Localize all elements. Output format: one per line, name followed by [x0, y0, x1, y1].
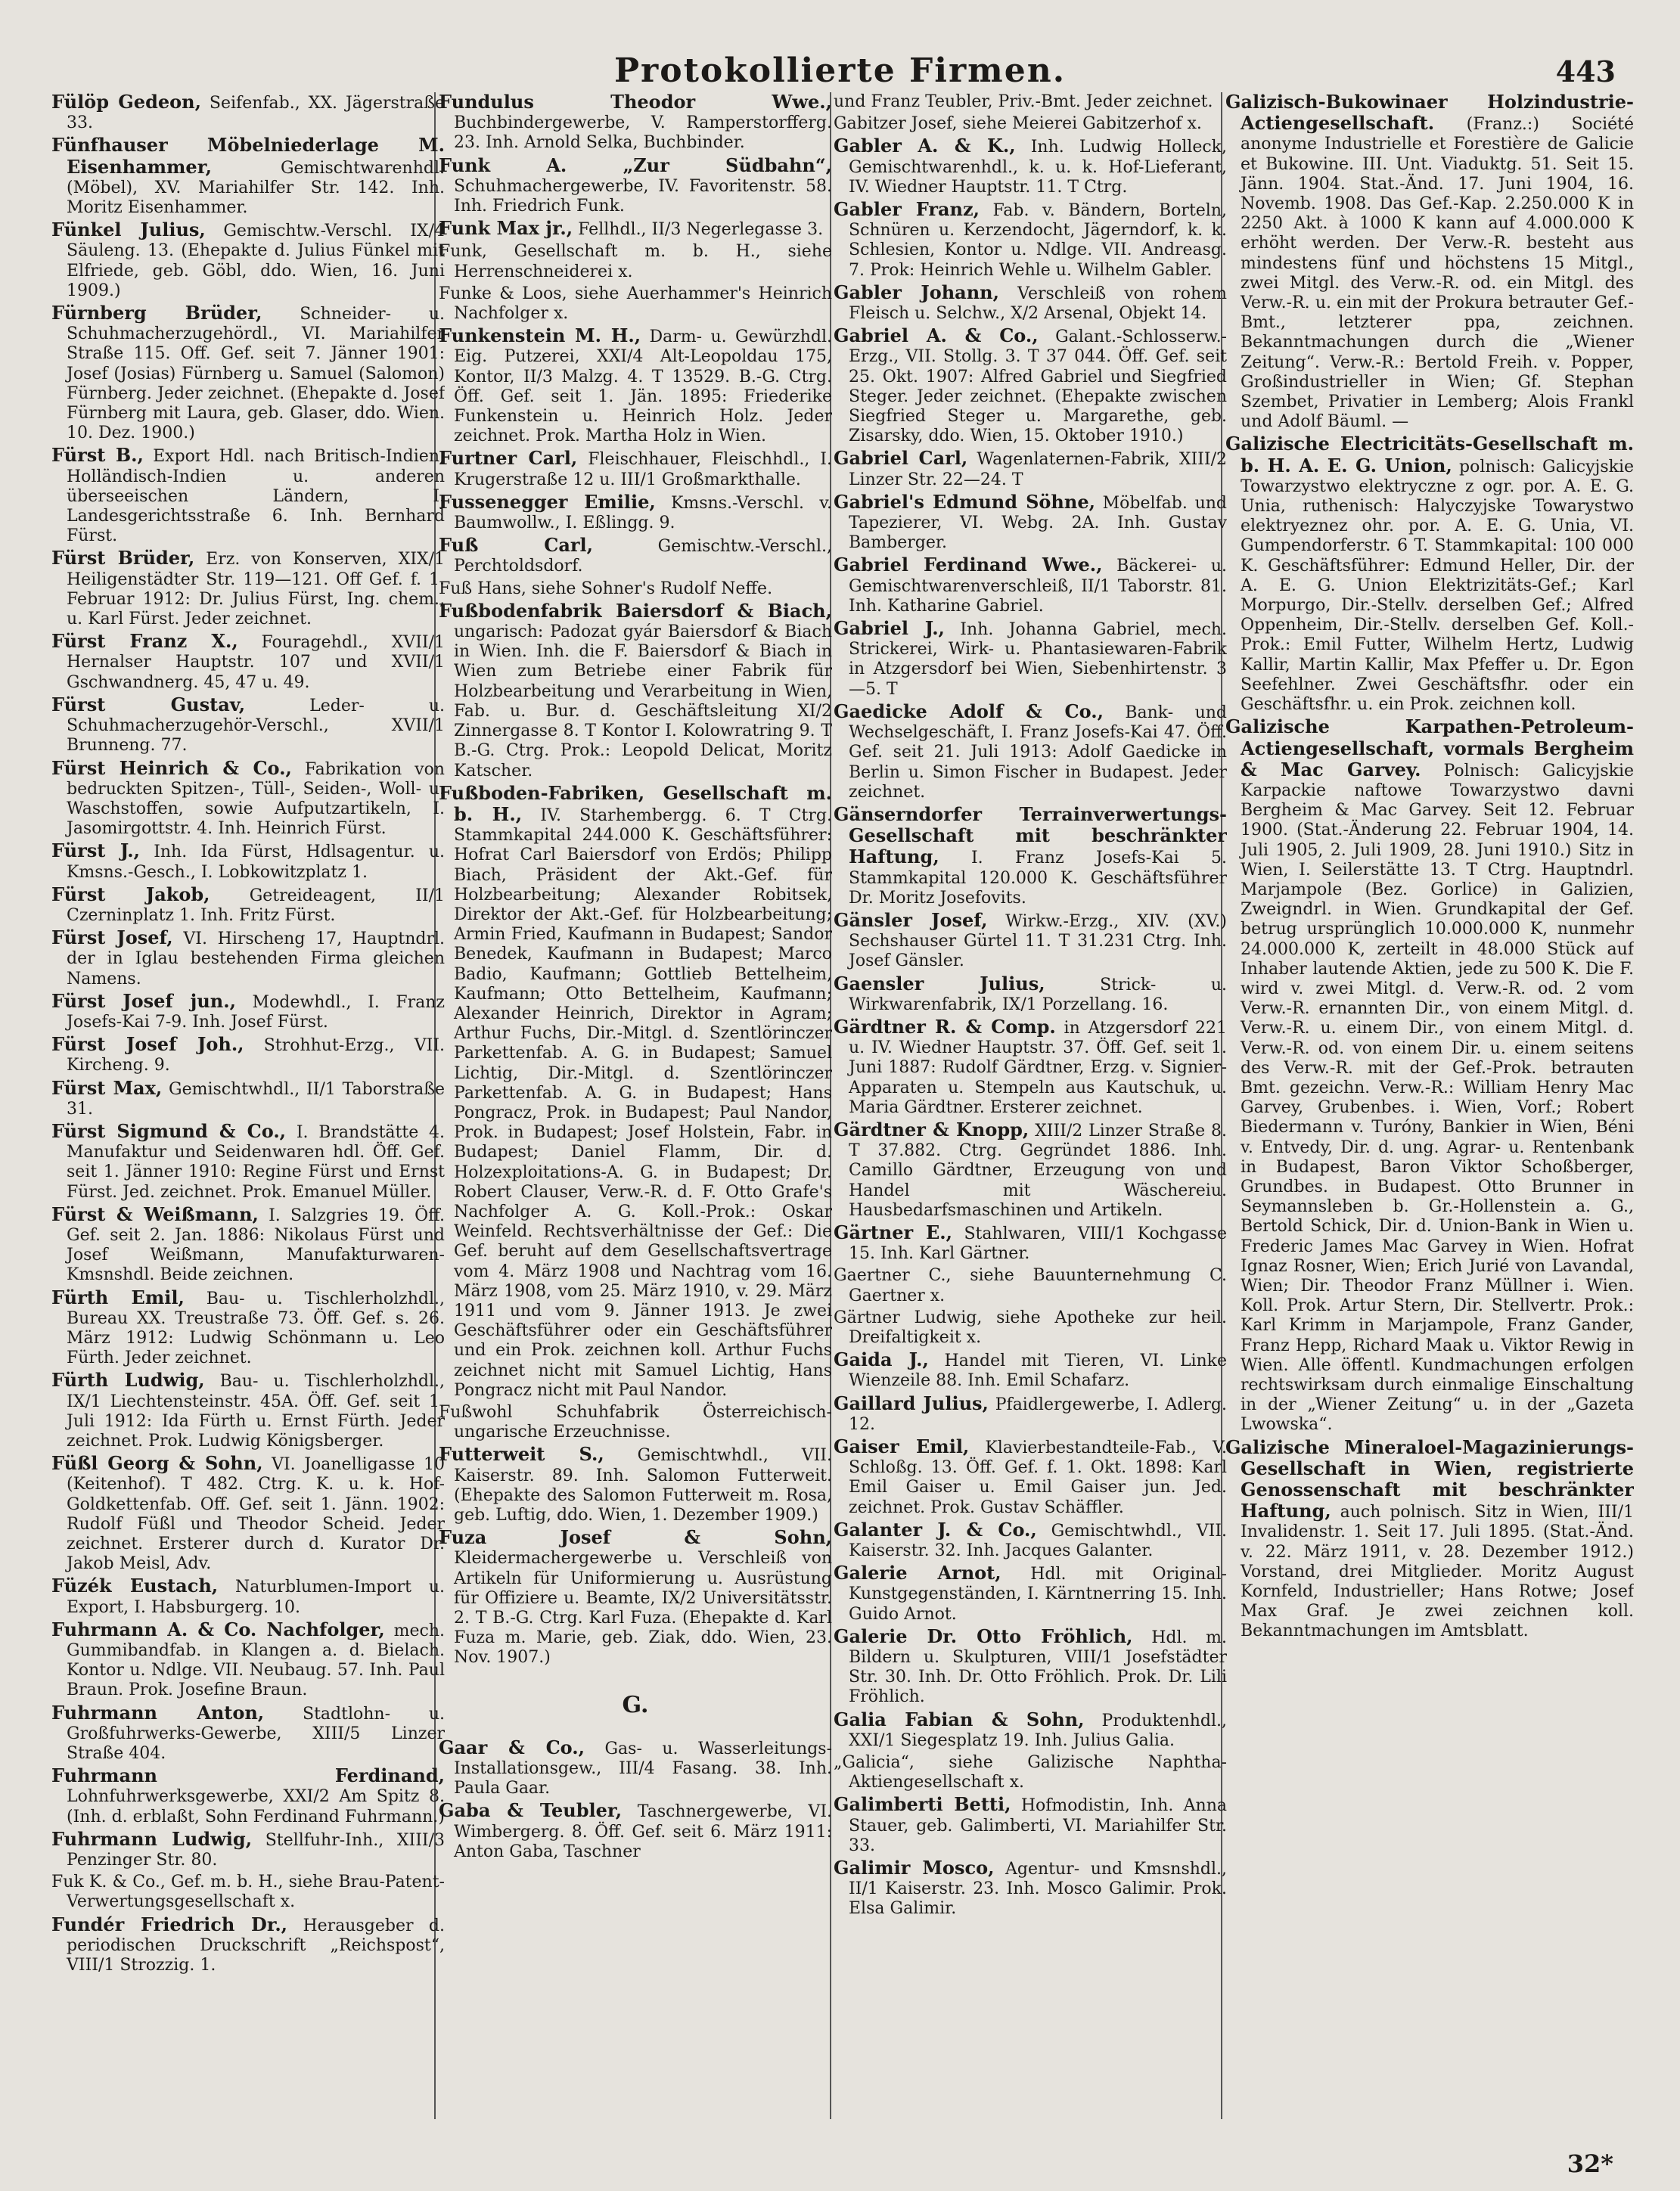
- firm-name: Fuza Josef & Sohn,: [439, 1526, 832, 1549]
- firm-entry: [51, 1119, 445, 1203]
- firm-details: Hdl. mit Original-Kunstgegenständen, I. Kärntnerring 15. Inh. Guido Arnot.: [849, 1565, 1227, 1624]
- firm-details: Möbelfab. und Tapezierer, VI. Webg. 2A. Inh. Gustav Bamberger.: [849, 493, 1227, 553]
- firm-entry: [439, 92, 832, 154]
- firm-details: Polnisch: Galicyjskie Karpackie naftowe Towarzystwo davni Bergheim & Mac Garvey. Seit 12. Februar 1900. (Stat.-Änderung 22. Februar 1904, 14. Juli 1905, 2. Juli 1909, 28. Juni 1910.) Sitz in Wien, I. Seilerstätte 13. T Ctrg. Hauptndrl. Marjampole (Bez. Gorlice) in Galizien, Zweigndrl. in Wien. Grundkapital der Gef. betrug ursprünglich 10.000.000 K, nunmehr 24.000.000 K, zerteilt in 48.000 Stück auf Inhaber lautende Aktien, jede zu 500 K. Die F. wird v. zwei Mitgl. d. Verw.-R. od. 2 vom Verw.-R. ernannten Dir., von einem Mitgl. d. Verw.-R. u. einem Dir., von einem Mitgl. d. Verw.-R. od. von einem Dir. u. einem seitens des Verw.-R. mit der Gef.-Prok. betrauten Bmt. gezeichn. Verw.-R.: William Henry Mac Garvey, Grubenbes. i. Wien, Vorf.; Robert Biedermann v. Turóny, Bankier in Wien, Béni v. Entvedy, Dir. d. ung. Agrar- u. Rentenbank in Budapest, Baron Viktor Schoßberger, Grundbes. in Budapest. Otto Brunner in Seymannsleben b. Gr.-Hollenstein a. G., Bertold Schick, Dir. d. Union-Bank in Wien u. Frederic James Mac Garvey in Wien. Hofrat Ignaz Rosner, Wien; Erich Jurié von Lavandal, Wien; Dir. Theodor Franz Müllner i. Wien. Koll. Prok. Artur Stern, Dir. Stellvertr. Prok.: Karl Krimm in Marjampole, Franz Gander, Franz Hepp, Richard Maak u. Viktor Rewig in Wien. Alle öffentl. Kundmachungen erfolgen rechtswirksam durch einmalige Einschaltung in der „Wiener Zeitung“ u. in der „Gazeta Lwowska“.: [1241, 761, 1634, 1435]
- firm-details: Bank- und Wechselgeschäft, I. Franz Josefs-Kai 47. Öff. Gef. seit 21. Juli 1913: Adolf Gaedicke in Berlin u. Simon Fischer in Budapest. Jeder zeichnet.: [849, 703, 1227, 802]
- firm-entry: [439, 1738, 832, 1799]
- firm-details: Wagenlaternen-Fabrik, XIII/2 Linzer Str. 22—24. T: [849, 450, 1227, 489]
- firm-details: Wirkw.-Erzg., XIV. (XV.) Sechshauser Gürtel 11. T 31.231 Ctrg. Inh. Josef Gänsler.: [849, 911, 1227, 971]
- firm-entry: [51, 1078, 445, 1119]
- firm-details: Leder- u. Schuhmacherzugehör-Verschl., XVII/1 Brunneng. 77.: [67, 696, 445, 756]
- firm-details: Getreideagent, II/1 Czerninplatz 1. Inh. Fritz Fürst.: [67, 886, 445, 925]
- firm-details: Gemischtwarenhdl. (Möbel), XV. Mariahilfer Str. 142. Inh. Moritz Eisenhammer.: [67, 158, 445, 218]
- firm-details: Fabrikation von bedruckten Spitzen-, Tüll-, Seiden-, Woll- u. Waschstoffen, sowie Aufputzartikeln, I. Jasomirgottstr. 4. Inh. Heinrich Fürst.: [67, 759, 445, 839]
- firm-entry: [51, 632, 445, 693]
- firm-details: Stahlwaren, VIII/1 Kochgasse 15. Inh. Karl Gärtner.: [849, 1224, 1227, 1264]
- page-header: [0, 51, 1680, 97]
- firm-entry: [51, 695, 445, 756]
- firm-details: „Galicia“, siehe Galizische Naphtha-Aktiengesellschaft x.: [834, 1753, 1227, 1792]
- firm-name: Fürst Max,: [51, 1076, 163, 1099]
- firm-details: Gemischtw.-Verschl. IX/4 Säuleng. 13. (Ehepakte d. Julius Fünkel mit Elfriede, geb. Göbl, ddo. Wien, 16. Juni 1909.): [67, 222, 445, 300]
- firm-details: Schneider- u. Schuhmacherzugehördl., VI. Mariahilfer Straße 115. Off. Gef. seit 7. Jänner 1901: Josef (Josias) Fürnberg u. Samuel (Salomon) Fürnberg. Jeder zeichnet. (Ehepakte d. Josef Fürnberg mit Laura, geb. Glaser, ddo. Wien. 10. Dez. 1900.): [67, 305, 445, 443]
- firm-entry: [834, 1120, 1227, 1221]
- firm-name: Galerie Arnot,: [834, 1562, 1001, 1584]
- firm-entry: [834, 1394, 1227, 1435]
- firm-details: Fouragehdl., XVII/1 Hernalser Hauptstr. 107 und XVII/1 Gschwandnerg. 45, 47 u. 49.: [67, 633, 445, 692]
- firm-name: Fußbodenfabrik Baiersdorf & Biach,: [439, 599, 832, 622]
- firm-entry: [51, 1620, 445, 1701]
- page-number: 443: [1555, 54, 1616, 88]
- firm-entry: [834, 555, 1227, 616]
- firm-details: ungarisch: Padozat gyár Baiersdorf & Biach in Wien. Inh. die F. Baiersdorf & Biach in Wien zum Betriebe einer Fabrik für Holzbearbeitung und Verarbeitung in Wien, Fab. u. Bur. d. Geschäftsleitung XI/2 Zinnergasse 8. T Kontor I. Kolowratring 9. T B.-G. Ctrg. Prok.: Leopold Delicat, Moritz Katscher.: [454, 622, 832, 781]
- firm-details: Buchbindergewerbe, V. Ramperstorfferg. 23. Inh. Arnold Selka, Buchbinder.: [454, 113, 832, 153]
- firm-name: Fürth Emil,: [51, 1286, 185, 1308]
- firm-details: Fuk K. & Co., Gef. m. b. H., siehe Brau-Patent-Verwertungsgesellschaft x.: [51, 1873, 445, 1912]
- firm-details: Gaertner C., siehe Bauunternehmung C. Gaertner x.: [834, 1266, 1227, 1305]
- firm-name: Galia Fabian & Sohn,: [834, 1708, 1085, 1730]
- firm-details: Fab. v. Bändern, Borteln, Schnüren u. Kerzendocht, Jägerndorf, k. k. Schlesien, Kontor u. Ndlge. VII. Andreasg. 7. Prok: Heinrich Wehle u. Wilhelm Gabler.: [849, 201, 1227, 280]
- firm-details: Agentur- und Kmsnshdl., II/1 Kaiserstr. 23. Inh. Mosco Galimir. Prok. Elsa Galimir.: [849, 1860, 1227, 1919]
- firm-name: Fundér Friedrich Dr.,: [51, 1913, 288, 1935]
- firm-name: Gabler Franz,: [834, 198, 980, 221]
- firm-name: Galimberti Betti,: [834, 1793, 1011, 1816]
- firm-details: Fußwohl Schuhfabrik Österreichisch-ungarische Erzeuchnisse.: [439, 1403, 832, 1442]
- firm-details: Funke & Loos, siehe Auerhammer's Heinrich Nachfolger x.: [439, 284, 832, 324]
- firm-details: Klavierbestandteile-Fab., V. Schloßg. 13. Öff. Gef. f. 1. Okt. 1898: Karl Emil Gaiser u. Emil Gaiser jun. Jed. zeichnet. Prok. Gustav Schäffler.: [849, 1438, 1227, 1517]
- firm-details: Fuß Hans, siehe Sohner's Rudolf Neffe.: [439, 579, 773, 598]
- firm-entry: [1225, 92, 1634, 432]
- firm-name: Gaba & Teubler,: [439, 1799, 623, 1822]
- firm-details: I. Franz Josefs-Kai 5. Stammkapital 120.000 K. Geschäftsführer Dr. Moritz Josefovits.: [849, 849, 1227, 908]
- firm-entry: [51, 445, 445, 546]
- firm-name: Fuhrmann Ferdinand,: [51, 1764, 445, 1787]
- firm-details: Inh. Ida Fürst, Hdlsagentur. u. Kmsns.-Gesch., I. Lobkowitzplatz 1.: [67, 843, 445, 882]
- firm-entry: [439, 284, 832, 324]
- firm-entry: [51, 1576, 445, 1617]
- firm-entry: [51, 1035, 445, 1075]
- firm-entry: [51, 92, 445, 133]
- firm-details: Stellfuhr-Inh., XIII/3 Penzinger Str. 80.: [67, 1830, 445, 1870]
- firm-name: Gabler Johann,: [834, 281, 999, 303]
- firm-details: Fleischhauer, Fleischhdl., I. Krugerstraße 12 u. III/1 Großmarkthalle.: [454, 450, 832, 489]
- firm-entry: [51, 885, 445, 926]
- firm-entry: [51, 1766, 445, 1827]
- firm-entry: [51, 1703, 445, 1764]
- firm-details: Stadtlohn- u. Großfuhrwerks-Gewerbe, XIII/5 Linzer Straße 404.: [67, 1704, 445, 1764]
- firm-details: Erz. von Konserven, XIX/1 Heiligenstädter Str. 119—121. Off Gef. f. 1. Februar 1912: Dr. Julius Fürst, Ing. chem., u. Karl Fürst. Jeder zeichnet.: [67, 550, 445, 629]
- firm-entry: [51, 1454, 445, 1574]
- firm-entry: [834, 326, 1227, 446]
- firm-details: XIII/2 Linzer Straße 8. T 37.882. Ctrg. Gegründet 1886. Inh. Camillo Gärdtner, Erzeugung von und Handel mit Wäschereiu. Hausbedarfsmaschinen und Artikeln.: [849, 1121, 1227, 1220]
- firm-entry: [834, 1627, 1227, 1708]
- firm-details: Strick- u. Wirkwarenfabrik, IX/1 Porzellang. 16.: [849, 975, 1227, 1014]
- firm-name: Galerie Dr. Otto Fröhlich,: [834, 1625, 1133, 1647]
- firm-name: Fürst Franz X.,: [51, 630, 238, 653]
- firm-name: Gabriel Carl,: [834, 447, 968, 470]
- firm-entry: [834, 448, 1227, 489]
- firm-entry: [51, 1288, 445, 1369]
- firm-name: Gaillard Julius,: [834, 1392, 989, 1414]
- firm-name: Fürst Josef jun.,: [51, 989, 236, 1012]
- firm-name: Fürst Brüder,: [51, 547, 195, 569]
- firm-name: Galanter J. & Co.,: [834, 1518, 1037, 1541]
- firm-name: Galizische Karpathen-Petroleum-Actiengesellschaft, vormals Bergheim & Mac Garvey.: [1225, 715, 1634, 781]
- firm-name: Fußboden-Fabriken, Gesellschaft m. b. H.,: [439, 781, 832, 825]
- firm-name: Gärdtner & Knopp,: [834, 1118, 1029, 1140]
- firm-name: Fürst Gustav,: [51, 693, 246, 715]
- firm-details: in Atzgersdorf 221 u. IV. Wiedner Hauptstr. 37. Öff. Gef. seit 1. Juni 1887: Rudolf Gärdtner, Erzg. v. Signier-Apparaten u. Stempeln aus Kautschuk, u. Maria Gärdtner. Ersterer zeichnet.: [849, 1018, 1227, 1117]
- firm-name: Gänsler Josef,: [834, 908, 988, 931]
- firm-name: Fuß Carl,: [439, 534, 594, 557]
- firm-entry: [51, 220, 445, 301]
- firm-details: VI. Hirscheng 17, Hauptndrl. der in Iglau bestehenden Firma gleichen Namens.: [67, 929, 445, 988]
- firm-name: Gärtner E.,: [834, 1221, 952, 1243]
- firm-entry: [439, 242, 832, 281]
- firm-entry: [834, 283, 1227, 324]
- firm-details: Handel mit Tieren, VI. Linke Wienzeile 88. Inh. Emil Schafarz.: [849, 1352, 1227, 1391]
- firm-details: I. Salzgries 19. Öff. Gef. seit 2. Jan. 1886: Nikolaus Fürst und Josef Weißmann, Manufakturwaren-Kmsnshdl. Beide zeichnen.: [67, 1206, 445, 1285]
- firm-entry: [834, 136, 1227, 197]
- firm-details: VI. Joanelligasse 10 (Keitenhof). T 482. Ctrg. K. u. k. Hof-Goldkettenfab. Off. Gef. seit 1. Jänn. 1902: Rudolf Füßl und Theodor Scheid. Jeder zeichnet. Ersterer durch d. Kurator Dr. Jakob Meisl, Adv.: [67, 1455, 445, 1574]
- firm-name: Gaiser Emil,: [834, 1435, 970, 1457]
- firm-name: Fussenegger Emilie,: [439, 490, 656, 513]
- firm-entry: [51, 989, 445, 1032]
- firm-entry: [834, 1520, 1227, 1561]
- firm-name: Fünfhauser Möbelniederlage M. Eisenhammer,: [51, 134, 445, 178]
- firm-details: Bau- u. Tischlerholzhdl., IX/1 Liechtensteinstr. 45A. Öff. Gef. seit 1. Juli 1912: Ida Fürth u. Ernst Fürth. Jeder zeichnet. Prok. Ludwig Königsberger.: [67, 1372, 445, 1451]
- running-title: Protokollierte Firmen.: [613, 51, 1067, 90]
- firm-name: Gabriel A. & Co.,: [834, 324, 1039, 347]
- firm-name: Fünkel Julius,: [51, 219, 206, 241]
- firm-details: Modewhdl., I. Franz Josefs-Kai 7-9. Inh. Josef Fürst.: [67, 992, 445, 1032]
- firm-entry: [834, 1753, 1227, 1792]
- firm-entry: [439, 448, 832, 489]
- firm-name: Fürst B.,: [51, 444, 144, 467]
- firm-entry: [51, 548, 445, 629]
- firm-details: IV. Starhembergg. 6. T Ctrg. Stammkapital 244.000 K. Geschäftsführer: Hofrat Carl Baiersdorf von Erdös; Philipp Biach, Präsident der Akt.-Gef. für Holzbearbeitung; Alexander Robitsek, Direktor der Akt.-Gef. für Holzbearbeitung; Armin Fried, Kaufmann in Budapest; Sandor Benedek, Kaufmann in Budapest; Marco Badio, Kaufmann; Gottlieb Bettelheim, Kaufmann; Otto Bettelheim, Kaufmann; Alexander Heinrich, Direktor in Agram; Arthur Fuchs, Dir.-Mitgl. d. Szentlörinczer Parkettenfab. A. G. in Budapest; Samuel Lichtig, Dir.-Mitgl. d. Szentlörinczer Parkettenfab. A. G. in Budapest; Hans Pongracz, Prok. in Budapest; Paul Nandor, Prok. in Budapest; Josef Holstein, Fabr. in Budapest; Daniel Flamm, Dir. d. Holzexploitations-A. G. in Budapest; Dr. Robert Clauser, Verw.-R. d. F. Otto Grafe's Nachfolger A. G. Koll.-Prok.: Oskar Weinfeld. Rechtsverhältnisse der Gef.: Die Gef. beruht auf dem Gesellschaftsvertrage vom 4. März 1908 und Nachtrag vom 16. März 1908, vom 25. März 1910, v. 29. März 1911 und vom 9. Jänner 1913. Je zwei Geschäftsführer oder ein Geschäftsführer und ein Prok. zeichnen koll. Arthur Fuchs zeichnet nicht mit Samuel Lichtig, Hans Pongracz nicht mit Paul Nandor.: [454, 805, 832, 1400]
- firm-name: Fürst Jakob,: [51, 883, 210, 905]
- firm-entry: [1225, 434, 1634, 715]
- firm-name: Fülöp Gedeon,: [51, 92, 201, 113]
- firm-details: Darm- u. Gewürzhdl. Eig. Putzerei, XXI/4 Alt-Leopoldau 175, Kontor, II/3 Malzg. 4. T 13529. B.-G. Ctrg. Öff. Gef. seit 1. Jän. 1895: Friederike Funkenstein u. Heinrich Holz. Jeder zeichnet. Prok. Martha Holz in Wien.: [454, 327, 832, 446]
- firm-entry: [51, 928, 445, 989]
- firm-entry: [439, 492, 832, 533]
- firm-details: Hdl. m. Bildern u. Skulpturen, VIII/1 Josefstädter Str. 30. Inh. Dr. Otto Fröhlich. Prok. Dr. Lili Fröhlich.: [849, 1628, 1227, 1707]
- firm-entry: [439, 535, 832, 576]
- firm-name: Funk A. „Zur Südbahn“,: [439, 154, 832, 176]
- firm-entry: [834, 114, 1227, 134]
- firm-details: Gabitzer Josef, siehe Meierei Gabitzerhof x.: [834, 114, 1202, 134]
- firm-details: Gemischtwhdl., VII. Kaiserstr. 89. Inh. Salomon Futterweit. (Ehepakte des Salomon Futterweit m. Rosa, geb. Luftig, ddo. Wien, 1. Dezember 1909.): [454, 1446, 832, 1525]
- firm-entry: [834, 702, 1227, 802]
- firm-details: Herausgeber d. periodischen Druckschrift „Reichspost“, VIII/1 Strozzig. 1.: [67, 1916, 445, 1975]
- firm-entry: [439, 156, 832, 217]
- firm-entry: [834, 492, 1227, 554]
- firm-name: Fürst Josef,: [51, 926, 173, 949]
- firm-entry: [439, 1528, 832, 1668]
- firm-details: (Franz.:) Société anonyme Industrielle et Forestière de Galicie et Bukowine. III. Unt. Viaduktg. 51. Seit 15. Jänn. 1904. Stat.-Änd. 17. Juni 1904, 16. Novemb. 1908. Das Gef.-Kap. 2.250.000 K in 2250 Akt. à 1000 K kann auf 4.000.000 K erhöht werden. Der Verw.-R. besteht aus mindestens fünf und höchstens 15 Mitgl., zwei Mitgl. des Verw.-R. od. ein Mitgl. des Verw.-R. u. ein mit der Prokura betrauter Gef.-Bmt., letzterer ppa, zeichnen. Bekanntmachungen durch die „Wiener Zeitung“. Verw.-R.: Bertold Freih. v. Popper, Großindustrieller in Wien; Gf. Stephan Szembet, Privatier in Lemberg; Alois Frankl und Adolf Bäuml. —: [1241, 115, 1634, 432]
- firm-entry: [834, 1563, 1227, 1625]
- firm-name: Gaida J.,: [834, 1348, 929, 1371]
- firm-details: I. Brandstätte 4. Manufaktur und Seidenwaren hdl. Öff. Gef. seit 1. Jänner 1910: Regine Fürst und Ernst Fürst. Jed. zeichnet. Prok. Emanuel Müller.: [67, 1122, 445, 1202]
- firm-entry: [439, 326, 832, 446]
- firm-entry: [834, 974, 1227, 1015]
- firm-entry: [834, 1858, 1227, 1919]
- firm-entry: [439, 601, 832, 781]
- firm-entry: [1225, 717, 1634, 1435]
- firm-entry: [51, 1370, 445, 1451]
- firm-entry: [439, 781, 832, 1401]
- firm-entry: [51, 1915, 445, 1976]
- firm-name: Fürth Ludwig,: [51, 1369, 205, 1392]
- firm-details: Seifenfab., XX. Jägerstraße 33.: [67, 94, 445, 133]
- firm-details: Fellhdl., II/3 Negerlegasse 3.: [578, 220, 824, 240]
- firm-name: Furtner Carl,: [439, 447, 578, 470]
- firm-name: Funk Max jr.,: [439, 217, 573, 240]
- firm-details: Naturblumen-Import u. Export, I. Habsburgerg. 10.: [67, 1578, 445, 1617]
- firm-name: Gärdtner R. & Comp.: [834, 1015, 1056, 1038]
- firm-name: Füzék Eustach,: [51, 1575, 219, 1597]
- firm-entry: [834, 1223, 1227, 1264]
- firm-details: auch polnisch. Sitz in Wien, III/1 Invalidenstr. 1. Seit 17. Juli 1895. (Stat.-Änd. v. 22. März 1911, v. 28. Dezember 1912.) Vorstand, drei Mitglieder. Moritz August Kornfeld, Industrieller; Hans Rotwe; Josef Max Graf. Je zwei zeichnen koll. Bekanntmachungen im Amtsblatt.: [1241, 1503, 1634, 1641]
- firm-details: Funk, Gesellschaft m. b. H., siehe Herrenschneiderei x.: [439, 242, 832, 281]
- column-4: [1225, 92, 1634, 2127]
- firm-details: Bäckerei- u. Gemischtwarenverschleiß, II/1 Taborstr. 81. Inh. Katharine Gabriel.: [849, 557, 1227, 616]
- firm-details: polnisch: Galicyjskie Towarzystwo elektryczne z ogr. por. A. E. G. Unia, ruthenisch: Halyczyjske Towarystwo elektryeznez ohr. por. A. E. G. Unia, VI. Gumpendorferstr. 6 T. Stammkapital: 100 000 K. Geschäftsführer: Edmund Heller, Dir. der A. E. G. Union Elektrizitäts-Gef.; Karl Morpurgo, Dir.-Stellv. derselben Gef.; Alfred Oppenheim, Dir.-Stellv. derselben Gef. Koll.-Prok.: Emil Futter, Wilhelm Hertz, Ludwig Kallir, Martin Kallir, Max Pfeffer u. Dr. Egon Seefehlner. Zwei Geschäftsfhr. oder ein Geschäftsfhr. u. ein Prok. zeichnen koll.: [1241, 457, 1634, 715]
- firm-entry: [439, 1445, 832, 1525]
- firm-details: Strohhut-Erzg., VII. Kircheng. 9.: [67, 1036, 445, 1075]
- firm-details: Export Hdl. nach Britisch-Indien, Holländisch-Indien u. anderen überseeischen Ländern, I. Landesgerichtsstraße 6. Inh. Bernhard Fürst.: [67, 447, 445, 546]
- firm-details: Bau- u. Tischlerholzhdl., Bureau XX. Treustraße 73. Öff. Gef. s. 26. März 1912: Ludwig Schönmann u. Leo Fürth. Jeder zeichnet.: [67, 1289, 445, 1368]
- firm-name: Fuhrmann A. & Co. Nachfolger,: [51, 1618, 385, 1640]
- firm-name: Fürst Heinrich & Co.,: [51, 756, 292, 779]
- firm-details: Gas- u. Wasserleitungs-Installationsgew., III/4 Fasang. 38. Inh. Paula Gaar.: [454, 1739, 832, 1798]
- firm-details: Schuhmachergewerbe, IV. Favoritenstr. 58. Inh. Friedrich Funk.: [454, 176, 832, 216]
- firm-details: mech. Gummibandfab. in Klangen a. d. Bielach. Kontor u. Ndlge. VII. Neubaug. 57. Inh. Paul Braun. Prok. Josefine Braun.: [67, 1621, 445, 1700]
- firm-entry: [834, 1266, 1227, 1305]
- firm-entry: [834, 619, 1227, 700]
- firm-entry: [51, 1205, 445, 1286]
- firm-name: Galizisch-Bukowinaer Holzindustrie-Actiengesellschaft.: [1225, 92, 1634, 135]
- firm-name: Gabriel's Edmund Söhne,: [834, 490, 1095, 513]
- firm-name: Gänserndorfer Terrainverwertungs-Gesellschaft mit beschränkter Haftung,: [834, 802, 1227, 868]
- firm-entry: [834, 1795, 1227, 1856]
- firm-name: Galimir Mosco,: [834, 1857, 995, 1879]
- firm-entry: [834, 1710, 1227, 1751]
- column-1: [51, 92, 445, 2127]
- firm-name: Fuhrmann Ludwig,: [51, 1827, 253, 1850]
- firm-entry: [51, 1829, 445, 1870]
- firm-name: Gabriel J.,: [834, 617, 945, 640]
- firm-details: Produktenhdl., XXI/1 Siegesplatz 19. Inh. Julius Galia.: [849, 1711, 1227, 1750]
- firm-entry: [51, 303, 445, 443]
- firm-details: Gemischtwhdl., VII. Kaiserstr. 32. Inh. Jacques Galanter.: [849, 1521, 1227, 1561]
- sheet-signature: 32*: [1567, 2149, 1613, 2178]
- firm-name: Funkenstein M. H.,: [439, 324, 641, 347]
- firm-name: Fürst Josef Joh.,: [51, 1033, 244, 1056]
- firm-entry: [834, 1308, 1227, 1348]
- firm-details: Hofmodistin, Inh. Anna Stauer, geb. Galimberti, VI. Mariahilfer Str. 33.: [849, 1796, 1227, 1855]
- firm-entry: [834, 1350, 1227, 1391]
- firm-entry: [51, 756, 445, 839]
- firm-entry: [834, 908, 1227, 972]
- firm-name: Gabriel Ferdinand Wwe.,: [834, 554, 1103, 576]
- firm-entry: [51, 841, 445, 882]
- firm-entry: [439, 1801, 832, 1862]
- firm-name: Gaensler Julius,: [834, 972, 1045, 995]
- column-2: [439, 92, 832, 2127]
- firm-entry: [834, 802, 1227, 908]
- firm-name: Füßl Georg & Sohn,: [51, 1452, 263, 1475]
- firm-details: Gemischtw.-Verschl., Perchtoldsdorf.: [454, 537, 832, 576]
- firm-name: Fundulus Theodor Wwe.,: [439, 92, 832, 113]
- firm-name: Gaedicke Adolf & Co.,: [834, 700, 1104, 722]
- firm-name: Fuhrmann Anton,: [51, 1701, 265, 1724]
- firm-entry: [439, 219, 832, 240]
- firm-entry: [834, 1437, 1227, 1518]
- firm-entry: [439, 579, 832, 599]
- firm-name: Gabler A. & K.,: [834, 135, 1016, 157]
- firm-entry: [1225, 1435, 1634, 1642]
- firm-details: Verschleiß von rohem Fleisch u. Selchw., X/2 Arsenal, Objekt 14.: [849, 284, 1227, 324]
- firm-name: Galizische Mineraloel-Magazinierungs-Gesellschaft in Wien, registrierte Genossenschaft mit beschränkter Haftung,: [1225, 1435, 1634, 1522]
- firm-details: Pfaidlergewerbe, I. Adlerg. 12.: [849, 1395, 1227, 1434]
- firm-entry: [834, 92, 1227, 112]
- firm-details: Kleidermachergewerbe u. Verschleiß von Artikeln für Uniformierung u. Ausrüstung für Offiziere u. Beamte, IX/2 Universitätsstr. 2. T B.-G. Ctrg. Karl Fuza. (Ehepakte d. Karl Fuza m. Marie, geb. Ziak, ddo. Wien, 23. Nov. 1907.): [454, 1549, 832, 1668]
- firm-entry: [834, 1017, 1227, 1118]
- firm-details: Lohnfuhrwerksgewerbe, XXI/2 Am Spitz 8. (Inh. d. erblaßt, Sohn Ferdinand Fuhrmann.): [67, 1787, 445, 1826]
- firm-name: Fürst & Weißmann,: [51, 1203, 259, 1225]
- firm-name: Fürst J.,: [51, 839, 141, 862]
- firm-details: Galant.-Schlosserw.-Erzg., VII. Stollg. 3. T 37 044. Öff. Gef. seit 25. Okt. 1907: Alfred Gabriel und Siegfried Steger. Jeder zeichnet. (Ehepakte zwischen Siegfried Steger u. Margarethe, geb. Zisarsky, ddo. Wien, 15. Oktober 1910.): [849, 327, 1227, 446]
- firm-entry: [834, 200, 1227, 281]
- firm-details: Inh. Johanna Gabriel, mech. Strickerei, Wirk- u. Phantasiewaren-Fabrik in Atzgersdorf bei Wien, Siebenhirtenstr. 3 —5. T: [849, 620, 1227, 699]
- firm-name: Galizische Electricitäts-Gesellschaft m. b. H. A. E. G. Union,: [1225, 433, 1634, 476]
- firm-details: und Franz Teubler, Priv.-Bmt. Jeder zeichnet.: [834, 92, 1213, 111]
- firm-details: Kmsns.-Verschl. v. Baumwollw., I. Eßlingg. 9.: [454, 493, 832, 533]
- firm-details: Gemischtwhdl., II/1 Taborstraße 31.: [67, 1079, 445, 1119]
- firm-details: Taschnergewerbe, VI. Wimbergerg. 8. Öff. Gef. seit 6. März 1911: Anton Gaba, Taschner: [454, 1802, 832, 1861]
- firm-details: Inh. Ludwig Holleck, Gemischtwarenhdl., k. u. k. Hof-Lieferant, IV. Wiedner Hauptstr. 11. T Ctrg.: [849, 138, 1227, 197]
- firm-entry: [439, 1403, 832, 1442]
- column-3: [834, 92, 1227, 2127]
- firm-details: Gärtner Ludwig, siehe Apotheke zur heil. Dreifaltigkeit x.: [834, 1308, 1227, 1347]
- firm-entry: [51, 135, 445, 218]
- firm-entry: [51, 1873, 445, 1912]
- firm-name: Gaar & Co.,: [439, 1736, 585, 1758]
- section-letter: G.: [622, 1691, 649, 1718]
- firm-name: Futterweit S.,: [439, 1443, 604, 1466]
- firm-name: Fürst Sigmund & Co.,: [51, 1119, 287, 1142]
- firm-name: Fürnberg Brüder,: [51, 302, 262, 324]
